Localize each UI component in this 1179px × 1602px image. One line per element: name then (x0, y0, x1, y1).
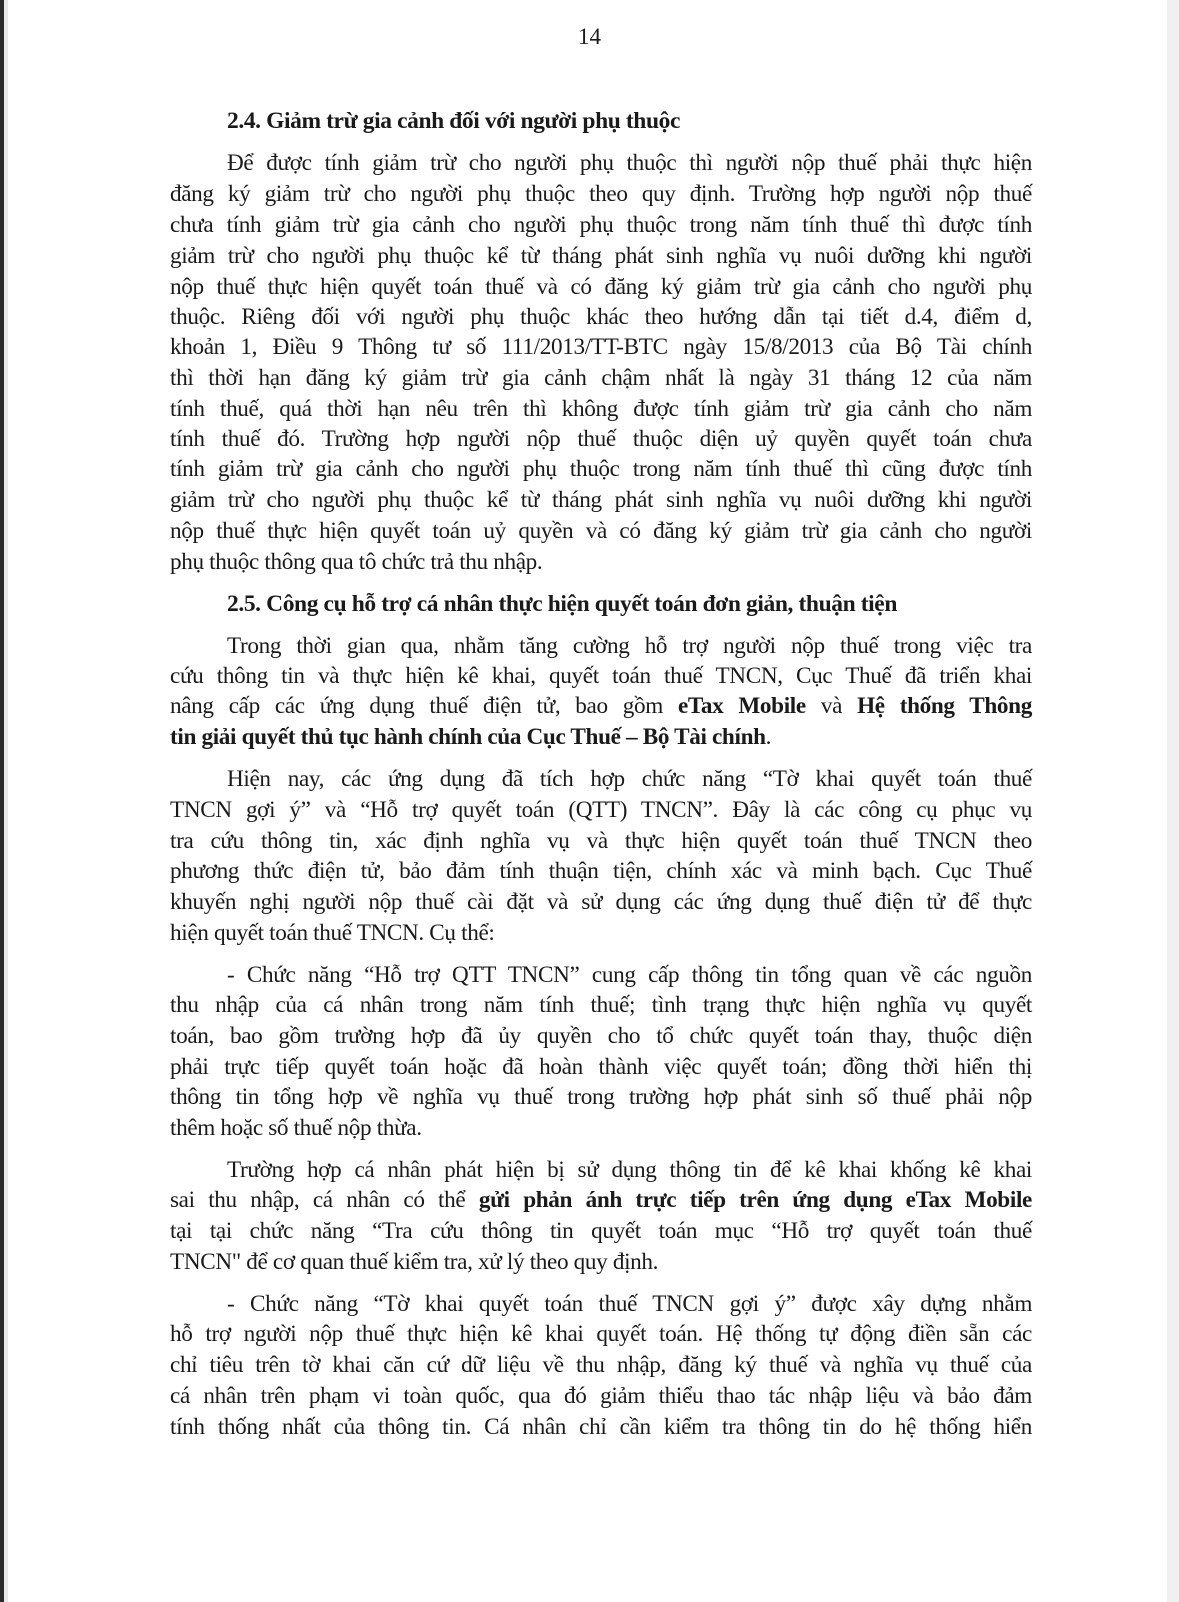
paragraph-line (170, 1185, 1032, 1215)
paragraph-line: khoản 1, Điều 9 Thông tư số 111/2013/TT-BTC ngày 15/8/2013 của Bộ Tài chính (170, 334, 1032, 360)
paragraph-line: Để được tính giảm trừ cho người phụ thuộc thì người nộp thuế phải thực hiện (227, 150, 1032, 176)
paragraph-line: - Chức năng “Tờ khai quyết toán thuế TNCN gợi ý” được xây dựng nhằm (227, 1291, 1032, 1317)
paragraph-line: nộp thuế thực hiện quyết toán thuế và có đăng ký giảm trừ gia cảnh cho người phụ (170, 274, 1032, 300)
paragraph-line: thông tin tổng hợp về nghĩa vụ thuế trong trường hợp phát sinh số thuế phải nộp (170, 1084, 1032, 1110)
text-run: nâng cấp các ứng dụng thuế điện tử, bao gồm (170, 693, 678, 719)
paragraph-line: giảm trừ cho người phụ thuộc kể từ tháng phát sinh nghĩa vụ nuôi dưỡng khi người (170, 487, 1032, 513)
paragraph-line: tính giảm trừ gia cảnh cho người phụ thuộc trong năm tính thuế thì cũng được tính (170, 456, 1032, 482)
paragraph-line: tính thống nhất của thông tin. Cá nhân chỉ cần kiểm tra thông tin do hệ thống hiển (170, 1414, 1032, 1440)
paragraph-line: - Chức năng “Hỗ trợ QTT TNCN” cung cấp thông tin tổng quan về các nguồn (227, 962, 1032, 988)
paragraph-line (170, 691, 1032, 721)
text-run: và (805, 693, 858, 719)
page-edge-right (1167, 0, 1179, 1602)
paragraph-line: thuộc. Riêng đối với người phụ thuộc khác theo hướng dẫn tại tiết d.4, điểm d, (170, 304, 1032, 330)
paragraph-line: khuyến nghị người nộp thuế cài đặt và sử dụng các ứng dụng thuế điện tử để thực (170, 889, 1032, 915)
paragraph-line: Trong thời gian qua, nhằm tăng cường hỗ trợ người nộp thuế trong việc tra (227, 633, 1032, 659)
paragraph-line (170, 722, 1032, 752)
paragraph-line: nộp thuế thực hiện quyết toán uỷ quyền và có đăng ký giảm trừ gia cảnh cho người (170, 518, 1032, 544)
page-number: 14 (578, 24, 601, 49)
bold-feedback-note: gửi phản ánh trực tiếp trên ứng dụng eTax Mobile (478, 1187, 1032, 1213)
paragraph-line: chưa tính giảm trừ gia cảnh cho người phụ thuộc trong năm tính thuế thì được tính (170, 212, 1032, 238)
section-heading-2-4: 2.4. Giảm trừ gia cảnh đối với người phụ thuộc (227, 108, 681, 134)
paragraph-line: thì thời hạn đăng ký giảm trừ gia cảnh chậm nhất là ngày 31 tháng 12 của năm (170, 365, 1032, 391)
bold-system-name: Hệ thống Thông (857, 693, 1032, 719)
paragraph-line: toán, bao gồm trường hợp đã ủy quyền cho tổ chức quyết toán thay, thuộc diện (170, 1023, 1032, 1049)
paragraph-line: tại tại chức năng “Tra cứu thông tin quyết toán mục “Hỗ trợ quyết toán thuế (170, 1218, 1032, 1244)
paragraph-line: cá nhân trên phạm vi toàn quốc, qua đó giảm thiểu thao tác nhập liệu và bảo đảm (170, 1383, 1032, 1409)
paragraph-line: giảm trừ cho người phụ thuộc kể từ tháng phát sinh nghĩa vụ nuôi dưỡng khi người (170, 243, 1032, 269)
text-run: sai thu nhập, cá nhân có thể (170, 1187, 479, 1213)
paragraph-line: tính thuế đó. Trường hợp người nộp thuế thuộc diện uỷ quyền quyết toán chưa (170, 426, 1032, 452)
page-edge-soft (4, 0, 8, 1602)
paragraph-line: TNCN gợi ý” và “Hỗ trợ quyết toán (QTT) TNCN”. Đây là các công cụ phục vụ (170, 797, 1032, 823)
bold-app-name: eTax Mobile (677, 693, 806, 719)
paragraph-line: thêm hoặc số thuế nộp thừa. (170, 1115, 422, 1141)
section-heading-2-5: 2.5. Công cụ hỗ trợ cá nhân thực hiện quyết toán đơn giản, thuận tiện (227, 591, 897, 617)
paragraph-line: phương thức điện tử, bảo đảm tính thuận tiện, chính xác và minh bạch. Cục Thuế (170, 858, 1032, 884)
paragraph-line: hiện quyết toán thuế TNCN. Cụ thể: (170, 920, 495, 946)
paragraph-line: tra cứu thông tin, xác định nghĩa vụ và thực hiện quyết toán thuế TNCN theo (170, 828, 1032, 854)
bold-system-name-cont: tin giải quyết thủ tục hành chính của Cục Thuế – Bộ Tài chính (170, 724, 766, 750)
paragraph-line: hỗ trợ người nộp thuế thực hiện kê khai quyết toán. Hệ thống tự động điền sẵn các (170, 1321, 1032, 1347)
paragraph-line: Hiện nay, các ứng dụng đã tích hợp chức năng “Tờ khai quyết toán thuế (227, 766, 1032, 792)
paragraph-line: đăng ký giảm trừ cho người phụ thuộc theo quy định. Trường hợp người nộp thuế (170, 181, 1032, 207)
paragraph-line: phải trực tiếp quyết toán hoặc đã hoàn thành việc quyết toán; đồng thời hiển thị (170, 1054, 1032, 1080)
paragraph-line: Trường hợp cá nhân phát hiện bị sử dụng thông tin để kê khai khống kê khai (227, 1157, 1032, 1183)
paragraph-line: thu nhập của cá nhân trong năm tính thuế; tình trạng thực hiện nghĩa vụ quyết (170, 992, 1032, 1018)
paragraph-line: chỉ tiêu trên tờ khai căn cứ dữ liệu về thu nhập, đăng ký thuế và nghĩa vụ thuế của (170, 1352, 1032, 1378)
paragraph-line: cứu thông tin và thực hiện kê khai, quyết toán thuế TNCN, Cục Thuế đã triển khai (170, 663, 1032, 689)
paragraph-line: TNCN" để cơ quan thuế kiểm tra, xử lý theo quy định. (170, 1249, 659, 1275)
paragraph-line: tính thuế, quá thời hạn nêu trên thì không được tính giảm trừ gia cảnh cho năm (170, 396, 1032, 422)
paragraph-line: phụ thuộc thông qua tô chức trả thu nhập. (170, 549, 543, 575)
text-run: . (765, 724, 772, 750)
